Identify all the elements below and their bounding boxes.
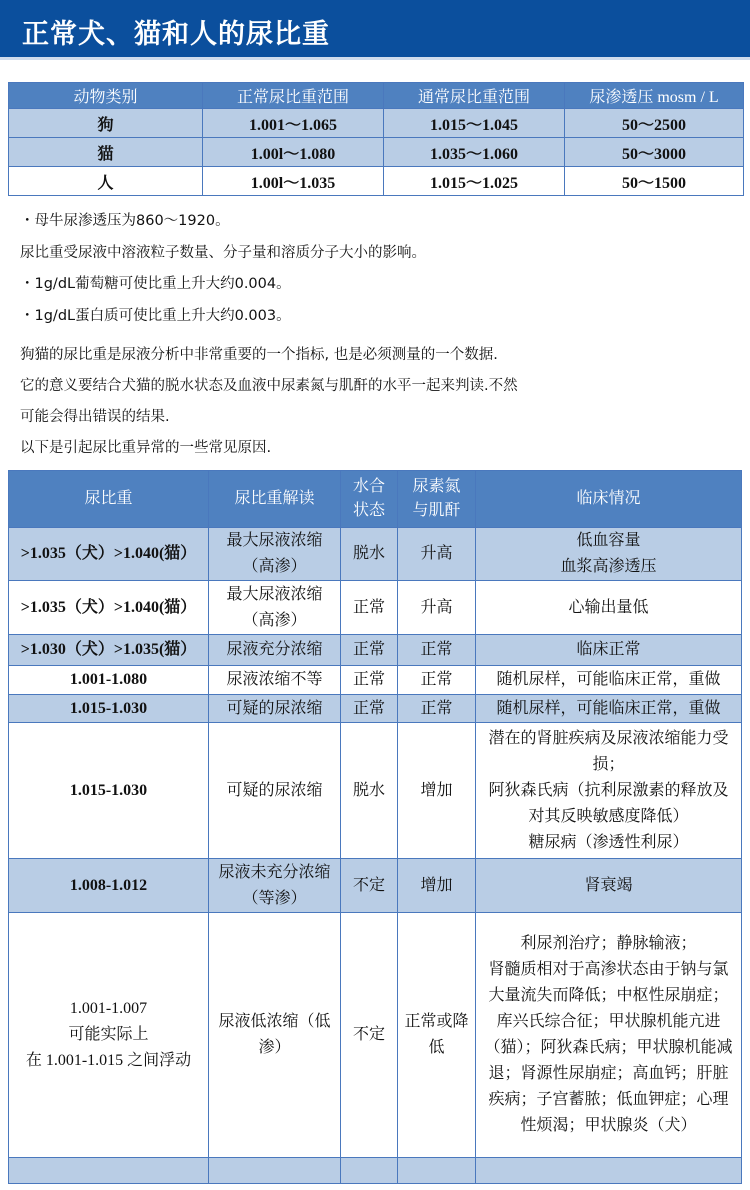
cell-sg: 1.015-1.030 [9,723,209,859]
table-row [9,666,742,695]
cell-interp: 尿液浓缩不等 [209,666,341,695]
cell-hydration: 脱水 [341,528,398,581]
column-header: 动物类别 [9,83,203,109]
table-row [9,581,742,635]
title-bar [0,0,750,60]
table-cell: 人 [9,167,203,196]
table-row [9,913,742,1158]
column-header: 尿比重 [9,471,209,528]
cell-hydration: 正常 [341,695,398,723]
table-row [9,138,744,167]
cell-sg: >1.035（犬）>1.040(猫） [9,581,209,635]
urine-sg-table [8,470,742,1184]
notes [20,206,426,332]
note-line: ・1g/dL葡萄糖可使比重上升大约0.004。 [20,276,291,292]
cell-bun: 正常 [398,666,476,695]
table-cell: 50～3000 [565,138,744,167]
paragraph-line: 以下是引起尿比重异常的一些常见原因. [20,440,272,456]
column-header: 尿比重解读 [209,471,341,528]
cell-hydration: 正常 [341,666,398,695]
table-cell: 1.015～1.025 [384,167,565,196]
column-header: 尿素氮与肌酐 [398,471,476,528]
cell-bun: 增加 [398,859,476,913]
cell-sg [9,1158,209,1184]
cell-sg: 1.015-1.030 [9,695,209,723]
table-row [9,635,742,666]
cell-hydration: 不定 [341,859,398,913]
table-cell: 50～1500 [565,167,744,196]
cell-clinical: 低血容量 血浆高渗透压 [476,528,742,581]
cell-clinical: 临床正常 [476,635,742,666]
note-line: 尿比重受尿液中溶液粒子数量、分子量和溶质分子大小的影响。 [20,244,426,261]
paragraph-line: 它的意义要结合犬猫的脱水状态及血液中尿素氮与肌酐的水平一起来判读.不然 [20,378,518,394]
column-header: 尿渗透压 mosm / L [565,83,744,109]
cell-interp: 尿液未充分浓缩（等渗） [209,859,341,913]
table-row [9,1158,742,1184]
column-header: 正常尿比重范围 [203,83,384,109]
cell-sg: 1.008-1.012 [9,859,209,913]
table-row [9,723,742,859]
table-cell: 1.035～1.060 [384,138,565,167]
cell-clinical: 利尿剂治疗；静脉输液； 肾髓质相对于高渗状态由于钠与氯大量流失而降低；中枢性尿崩症；库兴氏综合征；甲状腺机能亢进（猫）；阿狄森氏病；甲状腺机能减退；肾源性尿崩症；高血钙；肝脏疾病；子宫蓄脓；低血钾症；心理性烦渴；甲状腺炎（犬） [476,913,742,1158]
cell-interp: 可疑的尿浓缩 [209,695,341,723]
cell-hydration: 不定 [341,913,398,1158]
cell-bun: 升高 [398,528,476,581]
table-row [9,859,742,913]
cell-sg: >1.030（犬）>1.035(猫） [9,635,209,666]
cell-bun: 正常或降低 [398,913,476,1158]
species-table [8,82,744,196]
column-header: 水合状态 [341,471,398,528]
table-row [9,528,742,581]
cell-interp: 尿液低浓缩（低渗） [209,913,341,1158]
cell-bun: 增加 [398,723,476,859]
cell-bun: 正常 [398,695,476,723]
table-row [9,167,744,196]
cell-interp: 最大尿液浓缩（高渗） [209,581,341,635]
cell-interp: 可疑的尿浓缩 [209,723,341,859]
table-cell: 1.015～1.045 [384,109,565,138]
column-header: 临床情况 [476,471,742,528]
table-cell: 猫 [9,138,203,167]
cell-clinical [476,1158,742,1184]
cell-clinical: 心输出量低 [476,581,742,635]
cell-bun: 正常 [398,635,476,666]
cell-hydration: 正常 [341,635,398,666]
cell-hydration: 脱水 [341,723,398,859]
table-row [9,695,742,723]
cell-sg: 1.001-1.080 [9,666,209,695]
cell-clinical: 随机尿样，可能临床正常，重做 [476,666,742,695]
cell-clinical: 随机尿样，可能临床正常，重做 [476,695,742,723]
cell-hydration [341,1158,398,1184]
table-cell: 1.00l～1.035 [203,167,384,196]
table-cell: 50～2500 [565,109,744,138]
cell-interp [209,1158,341,1184]
column-header: 通常尿比重范围 [384,83,565,109]
table-header [9,471,742,528]
note-line: ・1g/dL蛋白质可使比重上升大约0.003。 [20,307,291,324]
page-title: 正常犬、猫和人的尿比重 [22,19,330,50]
table-row [9,109,744,138]
cell-clinical: 潜在的肾脏疾病及尿液浓缩能力受损； 阿狄森氏病（抗利尿激素的释放及对其反映敏感度降低） 糖尿病（渗透性利尿） [476,723,742,859]
cell-sg: >1.035（犬）>1.040(猫） [9,528,209,581]
paragraph-line: 狗猫的尿比重是尿液分析中非常重要的一个指标, 也是必须测量的一个数据. [20,347,498,363]
table-cell: 狗 [9,109,203,138]
cell-interp: 最大尿液浓缩（高渗） [209,528,341,581]
paragraph [20,340,518,464]
table-header [9,83,744,109]
cell-interp: 尿液充分浓缩 [209,635,341,666]
paragraph-line: 可能会得出错误的结果. [20,409,170,425]
note-line: ・母牛尿渗透压为860～1920。 [20,213,230,229]
table-cell: 1.00l～1.080 [203,138,384,167]
cell-sg: 1.001-1.007 可能实际上 在 1.001-1.015 之间浮动 [9,913,209,1158]
cell-clinical: 肾衰竭 [476,859,742,913]
cell-hydration: 正常 [341,581,398,635]
cell-bun: 升高 [398,581,476,635]
table-cell: 1.001～1.065 [203,109,384,138]
cell-bun [398,1158,476,1184]
